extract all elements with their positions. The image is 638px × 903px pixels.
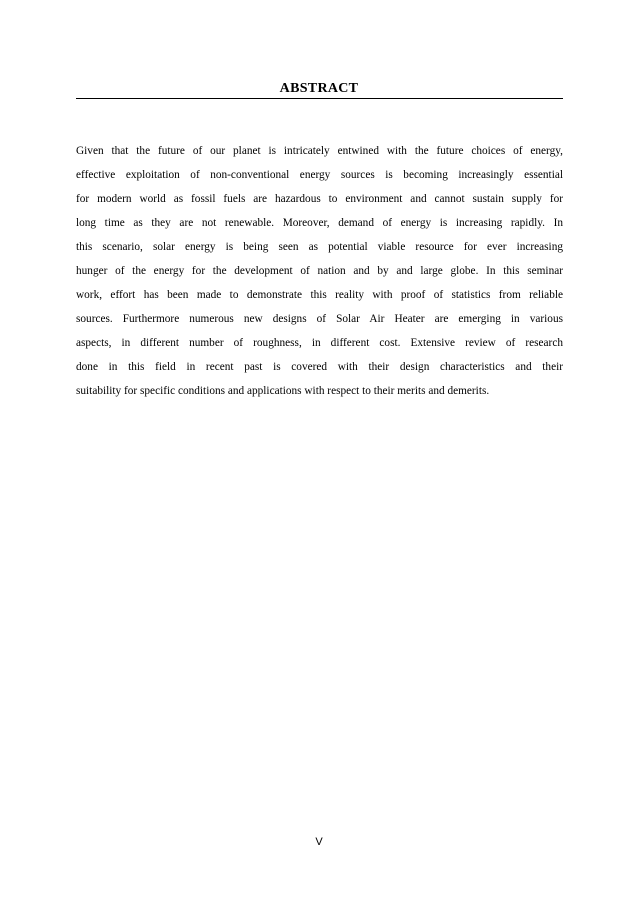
abstract-line: suitability for specific conditions and applications with respect to their merits and demerits. (76, 385, 490, 397)
page-number: V (315, 836, 323, 848)
abstract-body (76, 139, 563, 403)
abstract-line: this scenario, solar energy is being seen as potential viable resource for ever increasing (76, 241, 563, 253)
abstract-heading: ABSTRACT (279, 81, 359, 96)
abstract-line: long time as they are not renewable. Moreover, demand of energy is increasing rapidly. In (76, 217, 563, 229)
abstract-line: Given that the future of our planet is intricately entwined with the future choices of energy, (76, 145, 563, 157)
abstract-line: aspects, in different number of roughness, in different cost. Extensive review of research (76, 337, 563, 349)
abstract-line: for modern world as fossil fuels are hazardous to environment and cannot sustain supply for (76, 193, 563, 205)
abstract-line: effective exploitation of non-conventional energy sources is becoming increasingly essential (76, 169, 563, 181)
abstract-line: work, effort has been made to demonstrate this reality with proof of statistics from reliable (76, 289, 563, 301)
abstract-line: sources. Furthermore numerous new designs of Solar Air Heater are emerging in various (76, 313, 563, 325)
abstract-line: hunger of the energy for the development of nation and by and large globe. In this seminar (76, 265, 563, 277)
heading-underline-rule (76, 98, 563, 99)
abstract-line: done in this field in recent past is covered with their design characteristics and their (76, 361, 563, 373)
